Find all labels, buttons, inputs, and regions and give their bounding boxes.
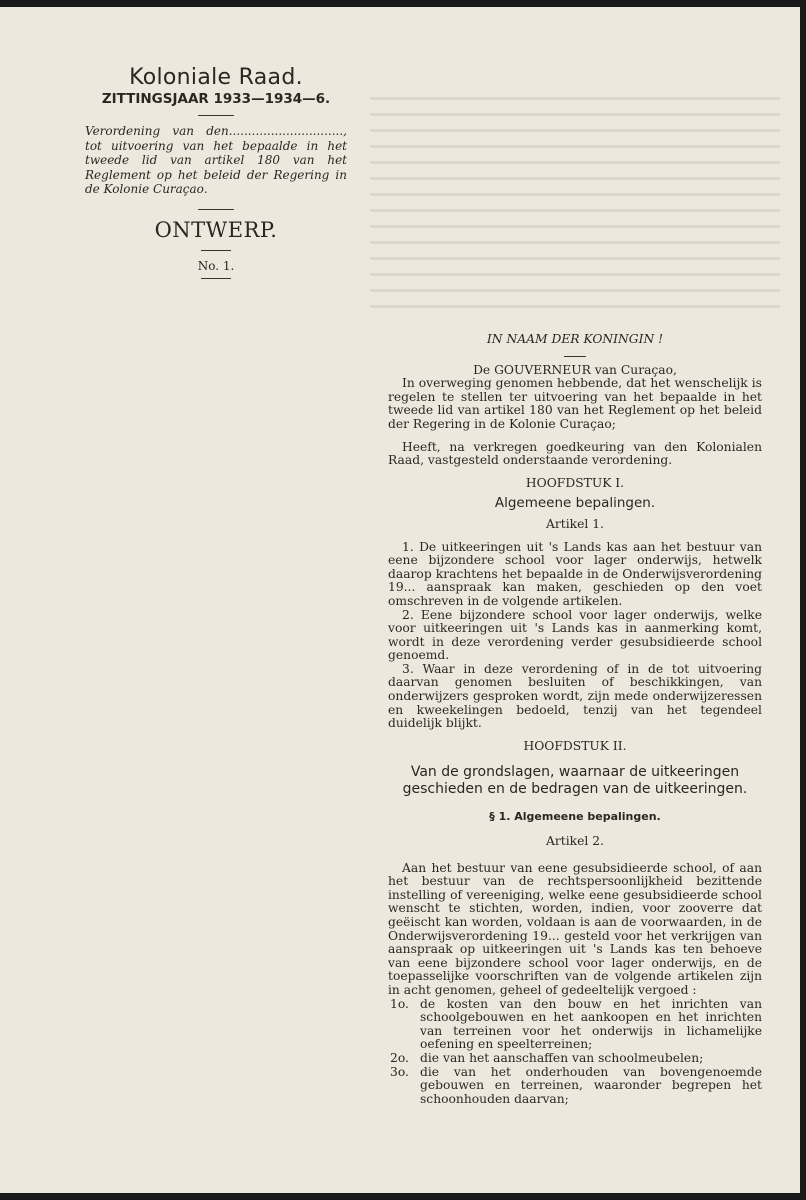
- body-column: [388, 333, 762, 1106]
- draft-label: ONTWERP.: [154, 217, 278, 242]
- article-paragraph: 1. De uitkeeringen uit 's Lands kas aan het bestuur van eene bijzondere school voor lager onderwijs, hetwelk daarop krachtens het bepaalde in de Onderwijsverordening 19... aanspraak kan maken, geschieden op den voet omschreven in de volgende artikelen.: [388, 539, 762, 608]
- ordinance-description: Verordening van den.............................., tot uitvoering van het bepaalde in het tweede lid van artikel 180 van het Reglement op het beleid der Regering in de Kolonie Curaçao.: [85, 124, 347, 197]
- list-item: 3o. die van het onderhouden van bovengenoemde gebouwen en terreinen, waaronder begrepen het schoonhouden daarvan;: [390, 1064, 762, 1106]
- list-item: 2o. die van het aanschaffen van schoolmeubelen;: [390, 1050, 704, 1065]
- document-page: [0, 7, 800, 1193]
- reimbursement-list: [388, 998, 762, 1107]
- divider: [201, 278, 231, 279]
- chapter-title: Algemeene bepalingen.: [494, 495, 656, 512]
- divider: [201, 250, 231, 251]
- document-number: No. 1.: [197, 258, 235, 273]
- chapter-heading: HOOFDSTUK II.: [523, 738, 627, 753]
- divider: [198, 209, 234, 210]
- recital-paragraph: Heeft, na verkregen goedkeuring van den Kolonialen Raad, vastgesteld onderstaande verordening.: [388, 439, 762, 468]
- article-paragraph: 3. Waar in deze verordening of in de tot uitvoering daarvan genomen besluiten of beschikkingen, van onderwijzers gesproken wordt, zijn mede onderwijzeressen en kweekelingen bedoeld, tenzij van het tegendeel duidelijk blijkt.: [388, 661, 762, 731]
- divider: [198, 115, 234, 116]
- chapter-title: Van de grondslagen, waarnaar de uitkeeringen geschieden en de bedragen van de uitkeeringen.: [402, 764, 748, 798]
- article-paragraph: 2. Eene bijzondere school voor lager onderwijs, welke voor uitkeeringen uit 's Lands kas in aanmerking komt, wordt in deze verordening verder gesubsidieerde school genoemd.: [388, 607, 762, 663]
- list-item: 1o. de kosten van den bouw en het inrichten van schoolgebouwen en het aankoopen en het inrichten van terreinen voor het onderwijs in lichamelijke oefening en speelterreinen;: [390, 996, 762, 1052]
- header-column: [85, 65, 347, 287]
- recital-paragraph: In overweging genomen hebbende, dat het wenschelijk is regelen te stellen ter uitvoering van het bepaalde in het tweede lid van artikel 180 van het Reglement op het beleid der Regering in de Kolonie Curaçao;: [388, 376, 762, 431]
- article-heading: Artikel 2.: [546, 834, 604, 849]
- divider: [564, 356, 586, 357]
- article-paragraph: Aan het bestuur van eene gesubsidieerde school, of aan het bestuur van de rechtspersoonlijkheid bezittende instelling of vereeniging, welke eene gesubsidieerde school wenscht te stichten, worden, indien, voor zooverre dat geëischt kan worden, voldaan is aan de voorwaarden, in de Onderwijsverordening 19... gesteld voor het verkrijgen van aanspraak op uitkeeringen uit 's Lands kas ten behoeve van eene bijzondere school voor lager onderwijs, en de toepasselijke voorschriften van de volgende artikelen zijn in acht genomen, geheel of gedeeltelijk vergoed :: [388, 860, 762, 997]
- article-heading: Artikel 1.: [546, 516, 604, 531]
- bleed-through-text: [370, 97, 780, 347]
- section-heading: § 1. Algemeene bepalingen.: [489, 810, 661, 824]
- document-title: Koloniale Raad.: [129, 65, 303, 90]
- governor-line: De GOUVERNEUR van Curaçao,: [473, 362, 677, 377]
- royal-preamble: IN NAAM DER KONINGIN !: [486, 332, 664, 346]
- session-year: ZITTINGSJAAR 1933—1934—6.: [101, 91, 331, 107]
- chapter-heading: HOOFDSTUK I.: [525, 475, 625, 490]
